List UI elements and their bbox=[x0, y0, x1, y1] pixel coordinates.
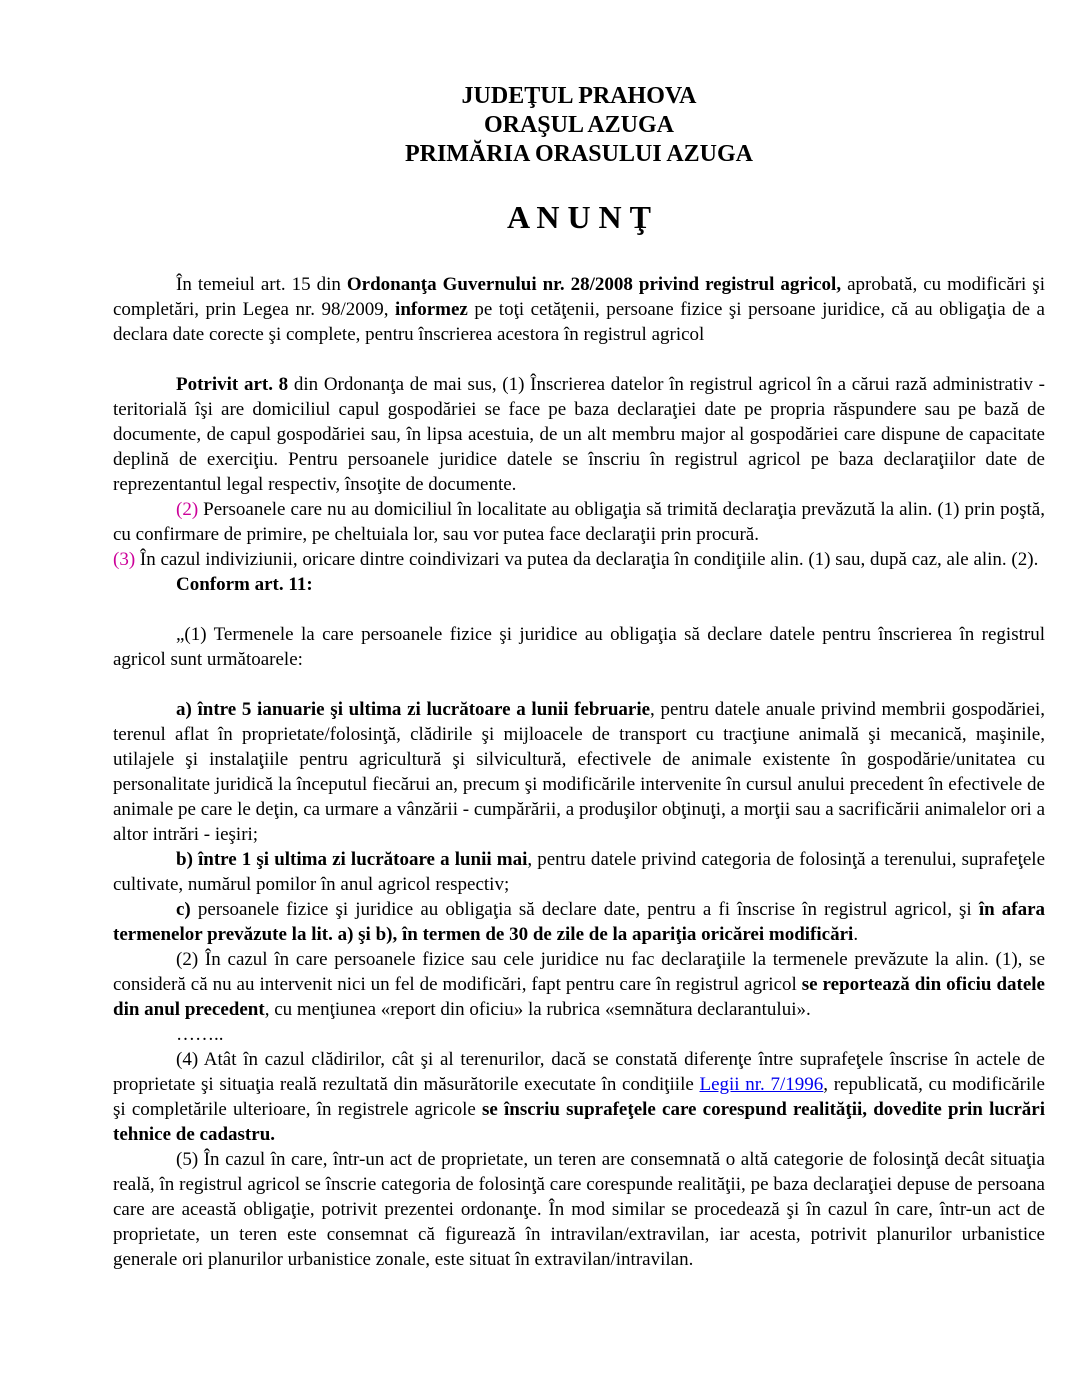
ellipsis-line bbox=[113, 1022, 1045, 1047]
text-run: în afara termenelor prevăzute la lit. a) şi b), în termen de 30 de zile de la apariţia oricărei modificări bbox=[113, 899, 1046, 945]
text-run: În temeiul art. 15 din bbox=[176, 274, 347, 295]
paragraph-termene bbox=[113, 622, 1045, 672]
header-line-cityhall: PRIMĂRIA ORASULUI AZUGA bbox=[404, 141, 754, 167]
paragraph-alin5 bbox=[113, 1147, 1045, 1272]
document-header bbox=[113, 82, 1045, 169]
text-run: din Ordonanţa de mai sus, (1) Înscrierea datelor în registrul agricol în a cărui rază administrativ - teritorială îşi are domiciliul capul gospodăriei se face pe baza declaraţiei date pe propria răspundere sau pe bază de documente, de capul gospodăriei sau, în lipsa acestuia, de un alt membru major al gospodăriei care dispune de capacitate deplină de exerciţiu. Pentru persoanele juridice datele se înscriu în registrul agricol pe baza declaraţiilor date de reprezentantul legal respectiv, însoţite de documente. bbox=[113, 374, 1045, 495]
text-run: „(1) Termenele la care persoanele fizice şi juridice au obligaţia să declare datele pentru înscrierea în registrul agricol sunt următoarele: bbox=[113, 624, 1045, 670]
header-line-county: JUDEŢUL PRAHOVA bbox=[461, 83, 697, 109]
text-run: se reportează din oficiu datele din anul precedent bbox=[113, 974, 1045, 1020]
text-run: b) între 1 şi ultima zi lucrătoare a lunii mai bbox=[176, 849, 528, 870]
paragraph-lit-b bbox=[113, 847, 1045, 897]
paragraph-lit-c bbox=[113, 897, 1045, 947]
text-run: Persoanele care nu au domiciliul în localitate au obligaţia să trimită declaraţia prevăzută la alin. (1) prin poştă, cu confirmare de primire, pe cheltuiala lor, sau vor putea face declaraţii prin procură. bbox=[113, 499, 1045, 545]
law-link[interactable]: Legii nr. 7/1996 bbox=[699, 1074, 824, 1095]
text-run: a) între 5 ianuarie şi ultima zi lucrătoare a lunii februarie bbox=[176, 699, 651, 720]
alin-2-marker: (2) bbox=[176, 499, 199, 520]
paragraph-conform-art11 bbox=[113, 572, 1045, 597]
text-run: (2) În cazul în care persoanele fizice sau cele juridice nu fac declaraţiile la termenele prevăzute la alin. (1), se consideră că nu au intervenit nici un fel de modificări, fapt pentru care în registrul agricol bbox=[113, 949, 1045, 995]
text-run: (4) Atât în cazul clădirilor, cât şi al terenurilor, dacă se constată diferenţe între suprafeţele înscrise în actele de proprietate şi situaţia reală rezultată din măsurătorile executate în condiţiile bbox=[113, 1049, 1045, 1095]
text-run: . bbox=[853, 924, 859, 945]
paragraph-alin3 bbox=[113, 547, 1045, 572]
text-run: c) bbox=[176, 899, 191, 920]
text-run: În cazul indiviziunii, oricare dintre coindivizari va putea da declaraţia în condiţiile alin. (1) sau, după caz, ale alin. (2). bbox=[135, 549, 1039, 570]
alin-3-marker: (3) bbox=[113, 549, 136, 570]
text-run: Ordonanţa Guvernului nr. 28/2008 privind registrul agricol, bbox=[346, 274, 842, 295]
paragraph-lit-a bbox=[113, 697, 1045, 847]
text-run: …….. bbox=[176, 1024, 224, 1045]
text-run: , pentru datele privind categoria de folosinţă a terenului, suprafeţele cultivate, numărul pomilor în anul agricol respectiv; bbox=[113, 849, 1045, 895]
text-run: persoanele fizice şi juridice au obligaţia să declare date, pentru a fi înscrise în registrul agricol, şi bbox=[190, 899, 979, 920]
text-run: se înscriu suprafeţele care corespund realităţii, dovedite prin lucrări tehnice de cadastru. bbox=[113, 1099, 1045, 1145]
text-run: , republicată, cu modificările şi completările ulterioare, în registrele agricole bbox=[113, 1074, 1045, 1120]
text-run: Potrivit art. 8 bbox=[176, 374, 289, 395]
text-run: pe toţi cetăţenii, persoane fizice şi persoane juridice, că au obligaţia de a declara date corecte şi complete, pentru înscrierea acestora în registrul agricol bbox=[113, 299, 1045, 345]
text-run: (5) În cazul în care, într-un act de proprietate, un teren are consemnată o altă categorie de folosinţă decât situaţia reală, în registrul agricol se înscrie categoria de folosinţă care corespunde realităţii, pe baza declaraţiei depuse de persoana care are această obligaţie, potrivit prezentei ordonanţe. În mod similar se procedează şi în cazul în care, într-un act de proprietate, un teren este consemnat că figurează în intravilan/extravilan, iar acesta, potrivit planurilor urbanistice generale ori planurilor urbanistice zonale, este situat în extravilan/intravilan. bbox=[113, 1149, 1045, 1270]
header-line-town: ORAŞUL AZUGA bbox=[483, 112, 675, 138]
text-run: aprobată, cu modificări şi completări, prin Legea nr. 98/2009, bbox=[113, 274, 1045, 320]
page-title: A N U N Ţ bbox=[506, 199, 651, 235]
paragraph-alin2 bbox=[113, 497, 1045, 547]
paragraph-alin4 bbox=[113, 1047, 1045, 1147]
document-content bbox=[113, 82, 1045, 1272]
paragraph-alin2-report bbox=[113, 947, 1045, 1022]
text-run: informez bbox=[395, 299, 468, 320]
document-body bbox=[113, 272, 1045, 1272]
paragraph-art8 bbox=[113, 372, 1045, 497]
paragraph-intro bbox=[113, 272, 1045, 347]
text-run: , pentru datele anuale privind membrii gospodăriei, terenul aflat în proprietate/folosinţă, clădirile şi mijloacele de transport cu tracţiune animală şi mecanică, maşinile, utilajele şi instalaţiile pentru agricultură şi silvicultură, efectivele de animale existente în gospodărie/unitatea cu personalitate juridică la începutul fiecărui an, precum şi modificările intervenite în cursul anului precedent în efectivele de animale pe care le deţin, ca urmare a vânzării - cumpărării, a produşilor obţinuţi, a morţii sau a sacrificării animalelor ori a altor intrări - ieşiri; bbox=[113, 699, 1045, 845]
text-run: Conform art. 11: bbox=[176, 574, 313, 595]
text-run: , cu menţiunea «report din oficiu» la rubrica «semnătura declarantului». bbox=[264, 999, 811, 1020]
